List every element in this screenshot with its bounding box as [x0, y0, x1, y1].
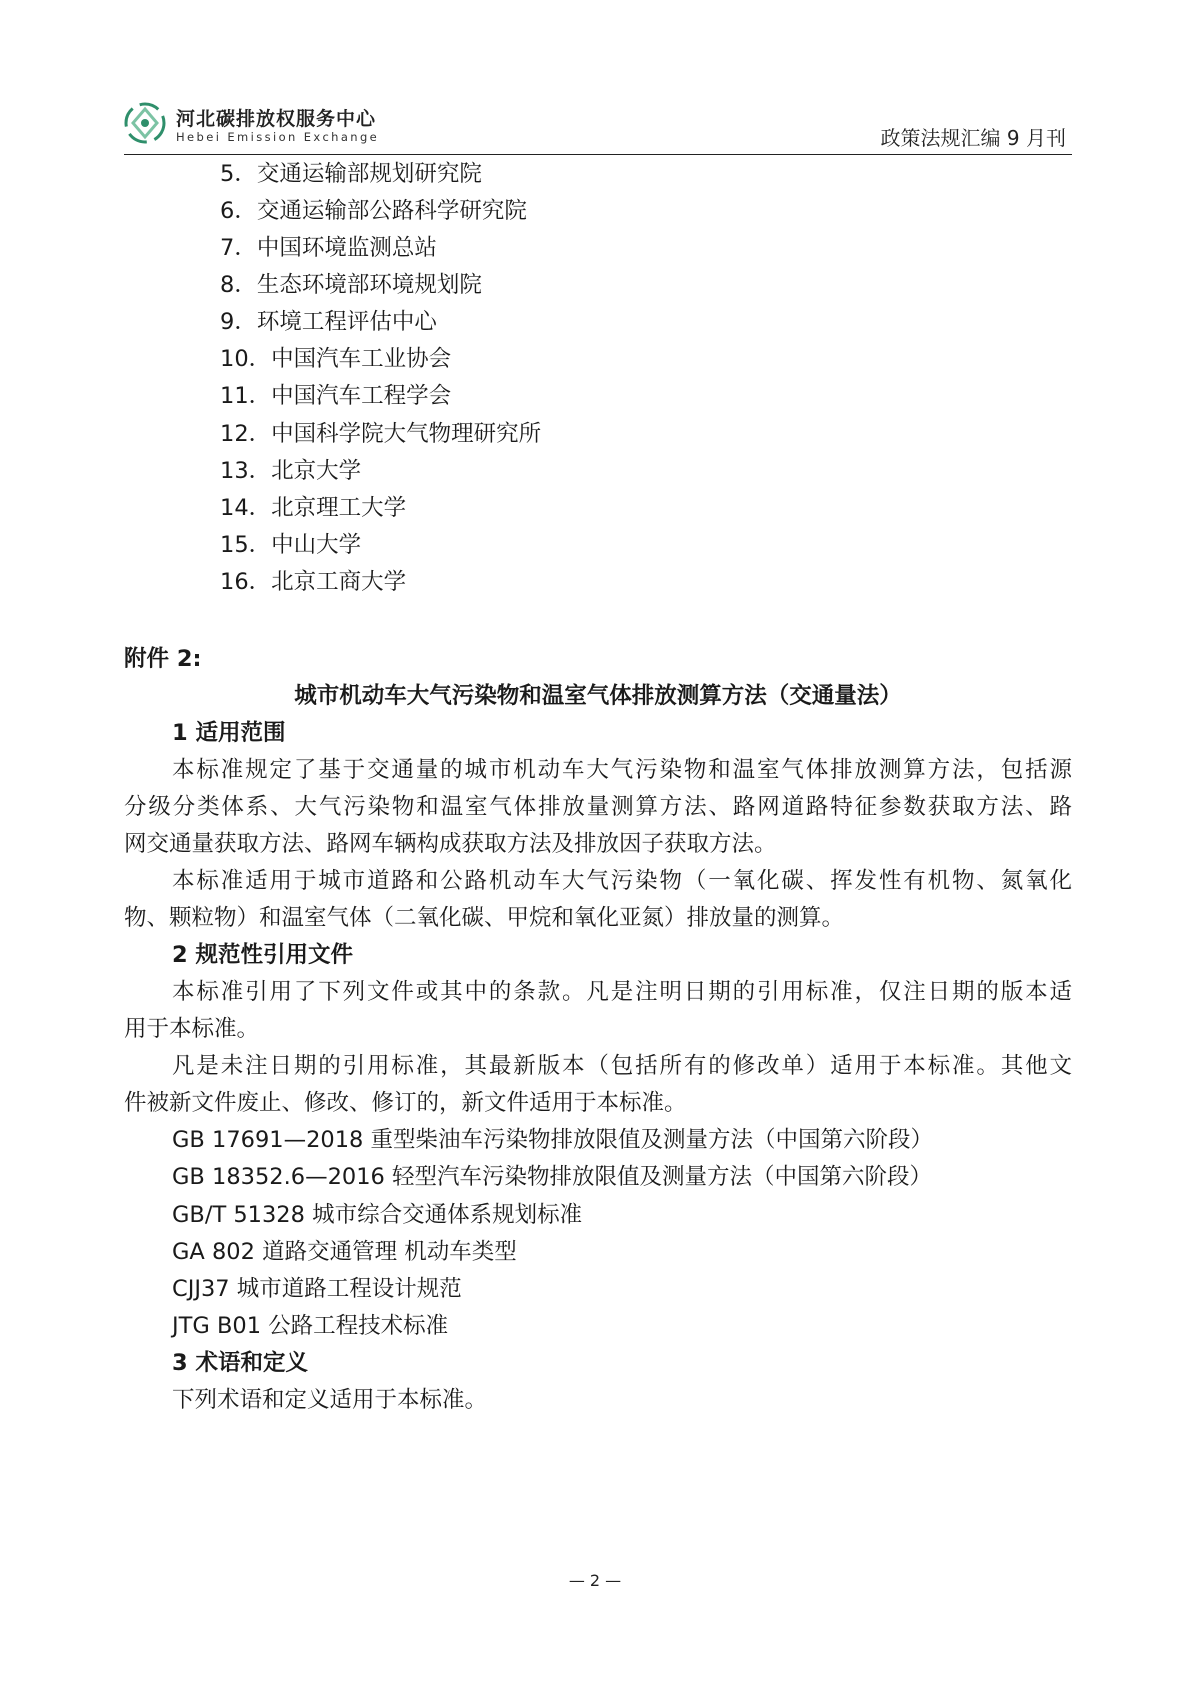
section-heading: 3 术语和定义: [172, 1350, 308, 1376]
section-heading: 2 规范性引用文件: [172, 942, 353, 968]
paragraph-line: 本标准规定了基于交通量的城市机动车大气污染物和温室气体排放测算方法，包括源: [172, 757, 1072, 783]
reference-item: GA 802 道路交通管理 机动车类型: [172, 1239, 517, 1265]
reference-item: GB/T 51328 城市综合交通体系规划标准: [172, 1202, 583, 1228]
reference-item: CJJ37 城市道路工程设计规范: [172, 1276, 462, 1302]
paragraph-line: 本标准适用于城市道路和公路机动车大气污染物（一氧化碳、挥发性有机物、氮氧化: [172, 868, 1072, 894]
section-heading: 1 适用范围: [172, 720, 286, 746]
list-item: 16．北京工商大学: [220, 569, 407, 595]
org-name-en: Hebei Emission Exchange: [176, 130, 380, 144]
paragraph-line: 本标准引用了下列文件或其中的条款。凡是注明日期的引用标准，仅注日期的版本适: [172, 979, 1072, 1005]
list-item: 9．环境工程评估中心: [220, 309, 437, 335]
hebei-emission-logo-icon: [124, 102, 166, 144]
list-item: 8．生态环境部环境规划院: [220, 272, 482, 298]
list-item: 5．交通运输部规划研究院: [220, 161, 482, 187]
list-item: 6．交通运输部公路科学研究院: [220, 198, 527, 224]
reference-item: JTG B01 公路工程技术标准: [172, 1313, 449, 1339]
list-item: 7．中国环境监测总站: [220, 235, 437, 261]
paragraph-line: 用于本标准。: [124, 1016, 260, 1042]
list-item: 14．北京理工大学: [220, 495, 407, 521]
attachment-label: 附件 2:: [124, 646, 202, 672]
page-header: [124, 98, 1072, 155]
paragraph-line: 下列术语和定义适用于本标准。: [172, 1387, 488, 1413]
publication-title: 政策法规汇编 9 月刊: [880, 126, 1066, 150]
reference-item: GB 17691—2018 重型柴油车污染物排放限值及测量方法（中国第六阶段）: [172, 1127, 934, 1153]
list-item: 12．中国科学院大气物理研究所: [220, 421, 542, 447]
list-item: 11．中国汽车工程学会: [220, 383, 452, 409]
paragraph-line: 分级分类体系、大气污染物和温室气体排放量测算方法、路网道路特征参数获取方法、路: [124, 794, 1072, 820]
paragraph-line: 凡是未注日期的引用标准，其最新版本（包括所有的修改单）适用于本标准。其他文: [172, 1053, 1072, 1079]
paragraph-line: 网交通量获取方法、路网车辆构成获取方法及排放因子获取方法。: [124, 831, 777, 857]
page-number: — 2 —: [568, 1571, 622, 1590]
paragraph-line: 件被新文件废止、修改、修订的，新文件适用于本标准。: [124, 1090, 687, 1116]
list-item: 15．中山大学: [220, 532, 362, 558]
reference-item: GB 18352.6—2016 轻型汽车污染物排放限值及测量方法（中国第六阶段）: [172, 1164, 932, 1190]
document-title: 城市机动车大气污染物和温室气体排放测算方法（交通量法）: [294, 683, 902, 709]
list-item: 13．北京大学: [220, 458, 362, 484]
org-name-cn: 河北碳排放权服务中心: [176, 108, 377, 130]
list-item: 10．中国汽车工业协会: [220, 346, 452, 372]
paragraph-line: 物、颗粒物）和温室气体（二氧化碳、甲烷和氧化亚氮）排放量的测算。: [124, 905, 845, 931]
